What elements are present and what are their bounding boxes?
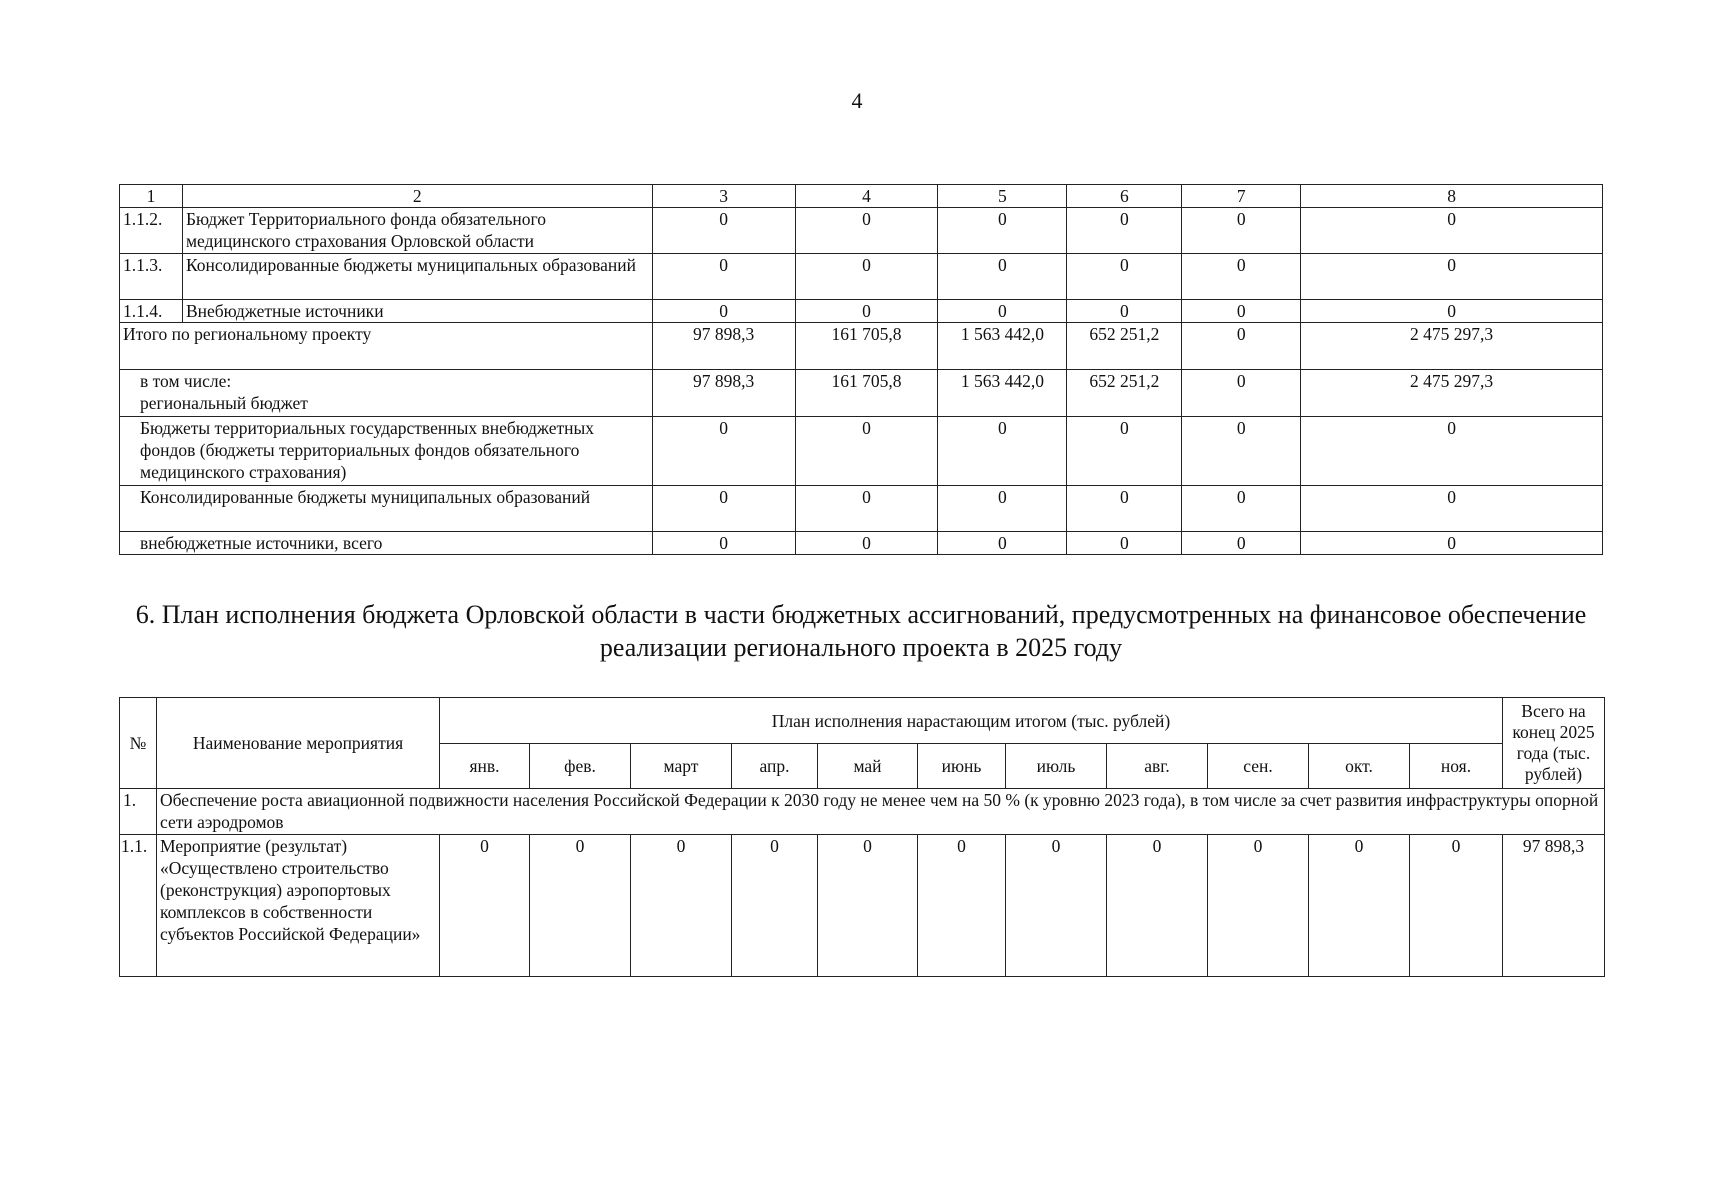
value-cell: 0 (1301, 532, 1603, 555)
total-row (120, 370, 1603, 417)
row-label: Бюджет Территориального фонда обязательного медицинского страхования Орловской области (182, 208, 652, 254)
month-header: окт. (1309, 744, 1410, 789)
value-cell: 0 (440, 835, 530, 977)
value-cell: 0 (652, 254, 795, 300)
total-row (120, 486, 1603, 532)
value-cell: 0 (1182, 532, 1301, 555)
value-cell: 0 (1006, 835, 1107, 977)
value-cell: 0 (938, 486, 1067, 532)
row-code: 1.1.2. (120, 208, 183, 254)
row-code: 1.1.3. (120, 254, 183, 300)
month-header: июнь (918, 744, 1006, 789)
value-cell: 0 (1301, 417, 1603, 486)
value-cell: 0 (1107, 835, 1208, 977)
total-label (120, 370, 653, 417)
value-cell: 0 (1182, 300, 1301, 323)
month-header: март (631, 744, 732, 789)
month-header: ноя. (1410, 744, 1503, 789)
column-header-name: Наименование мероприятия (157, 698, 440, 789)
task-row (120, 789, 1605, 835)
value-cell: 0 (1309, 835, 1410, 977)
total-row (120, 532, 1603, 555)
table-row (120, 254, 1603, 300)
column-header-number: № (120, 698, 157, 789)
value-cell: 0 (795, 532, 938, 555)
month-header: янв. (440, 744, 530, 789)
value-cell: 0 (1182, 486, 1301, 532)
value-cell: 0 (1301, 486, 1603, 532)
value-cell: 0 (938, 300, 1067, 323)
task-number: 1. (120, 789, 157, 835)
value-cell: 0 (918, 835, 1006, 977)
value-cell: 0 (1301, 208, 1603, 254)
month-header: авг. (1107, 744, 1208, 789)
value-cell: 161 705,8 (795, 370, 938, 417)
month-header: апр. (732, 744, 818, 789)
header-cell: 3 (652, 185, 795, 208)
item-number: 1.1. (120, 835, 157, 977)
value-cell: 0 (1067, 532, 1182, 555)
total-label-line: региональный бюджет (140, 393, 308, 413)
month-header: май (818, 744, 918, 789)
total-row (120, 323, 1603, 370)
value-cell: 0 (1301, 254, 1603, 300)
header-cell: 7 (1182, 185, 1301, 208)
value-cell: 652 251,2 (1067, 323, 1182, 370)
value-cell: 0 (1067, 300, 1182, 323)
value-cell: 0 (795, 300, 938, 323)
row-code: 1.1.4. (120, 300, 183, 323)
value-cell: 0 (938, 532, 1067, 555)
value-cell: 0 (1182, 254, 1301, 300)
value-cell: 0 (530, 835, 631, 977)
column-header-total: Всего на конец 2025 года (тыс. рублей) (1503, 698, 1605, 789)
value-cell: 0 (652, 532, 795, 555)
value-cell: 0 (938, 208, 1067, 254)
value-cell: 0 (732, 835, 818, 977)
value-cell: 0 (818, 835, 918, 977)
row-label: Внебюджетные источники (182, 300, 652, 323)
value-cell: 2 475 297,3 (1301, 370, 1603, 417)
value-cell: 0 (631, 835, 732, 977)
value-cell: 0 (938, 254, 1067, 300)
value-cell: 0 (795, 254, 938, 300)
value-cell: 1 563 442,0 (938, 370, 1067, 417)
value-cell: 0 (1301, 300, 1603, 323)
header-cell: 1 (120, 185, 183, 208)
item-total: 97 898,3 (1503, 835, 1605, 977)
value-cell: 0 (652, 300, 795, 323)
value-cell: 0 (652, 417, 795, 486)
value-cell: 0 (1410, 835, 1503, 977)
table-header-row (120, 185, 1603, 208)
row-label: Консолидированные бюджеты муниципальных образований (182, 254, 652, 300)
value-cell: 0 (1067, 486, 1182, 532)
value-cell: 0 (795, 417, 938, 486)
total-label: Бюджеты территориальных государственных внебюджетных фондов (бюджеты территориальных фондов обязательного медицинского страхования) (120, 417, 653, 486)
value-cell: 161 705,8 (795, 323, 938, 370)
budget-execution-plan-table (119, 697, 1605, 977)
value-cell: 0 (938, 417, 1067, 486)
month-header: июль (1006, 744, 1107, 789)
budget-sources-table (119, 184, 1603, 555)
total-label: Итого по региональному проекту (120, 323, 653, 370)
total-label: внебюджетные источники, всего (120, 532, 653, 555)
value-cell: 0 (1067, 254, 1182, 300)
value-cell: 0 (652, 486, 795, 532)
value-cell: 2 475 297,3 (1301, 323, 1603, 370)
column-header-plan: План исполнения нарастающим итогом (тыс. рублей) (440, 698, 1503, 744)
value-cell: 0 (652, 208, 795, 254)
total-label-line: в том числе: (140, 371, 232, 391)
value-cell: 0 (1067, 417, 1182, 486)
header-cell: 2 (182, 185, 652, 208)
value-cell: 97 898,3 (652, 370, 795, 417)
header-cell: 5 (938, 185, 1067, 208)
value-cell: 0 (1208, 835, 1309, 977)
table-row (120, 835, 1605, 977)
total-row (120, 417, 1603, 486)
task-text: Обеспечение роста авиационной подвижности населения Российской Федерации к 2030 году не менее чем на 50 % (к уровню 2023 года), в том числе за счет развития инфраструктуры опорной сети аэродромов (157, 789, 1605, 835)
header-cell: 6 (1067, 185, 1182, 208)
page-number: 4 (851, 88, 863, 113)
table-header-row (120, 698, 1605, 744)
value-cell: 0 (1182, 208, 1301, 254)
header-cell: 4 (795, 185, 938, 208)
month-header: фев. (530, 744, 631, 789)
item-name: Мероприятие (результат) «Осуществлено строительство (реконструкция) аэропортовых комплексов в собственности субъектов Российской Федерации» (157, 835, 440, 977)
total-label: Консолидированные бюджеты муниципальных образований (120, 486, 653, 532)
value-cell: 97 898,3 (652, 323, 795, 370)
month-header: сен. (1208, 744, 1309, 789)
value-cell: 0 (1182, 370, 1301, 417)
header-cell: 8 (1301, 185, 1603, 208)
value-cell: 652 251,2 (1067, 370, 1182, 417)
section-title: 6. План исполнения бюджета Орловской области в части бюджетных ассигнований, предусмотренных на финансовое обеспечение реализации регионального проекта в 2025 году (135, 600, 1587, 662)
table-row (120, 208, 1603, 254)
value-cell: 0 (795, 208, 938, 254)
value-cell: 1 563 442,0 (938, 323, 1067, 370)
value-cell: 0 (1067, 208, 1182, 254)
value-cell: 0 (1182, 417, 1301, 486)
value-cell: 0 (1182, 323, 1301, 370)
value-cell: 0 (795, 486, 938, 532)
table-row (120, 300, 1603, 323)
